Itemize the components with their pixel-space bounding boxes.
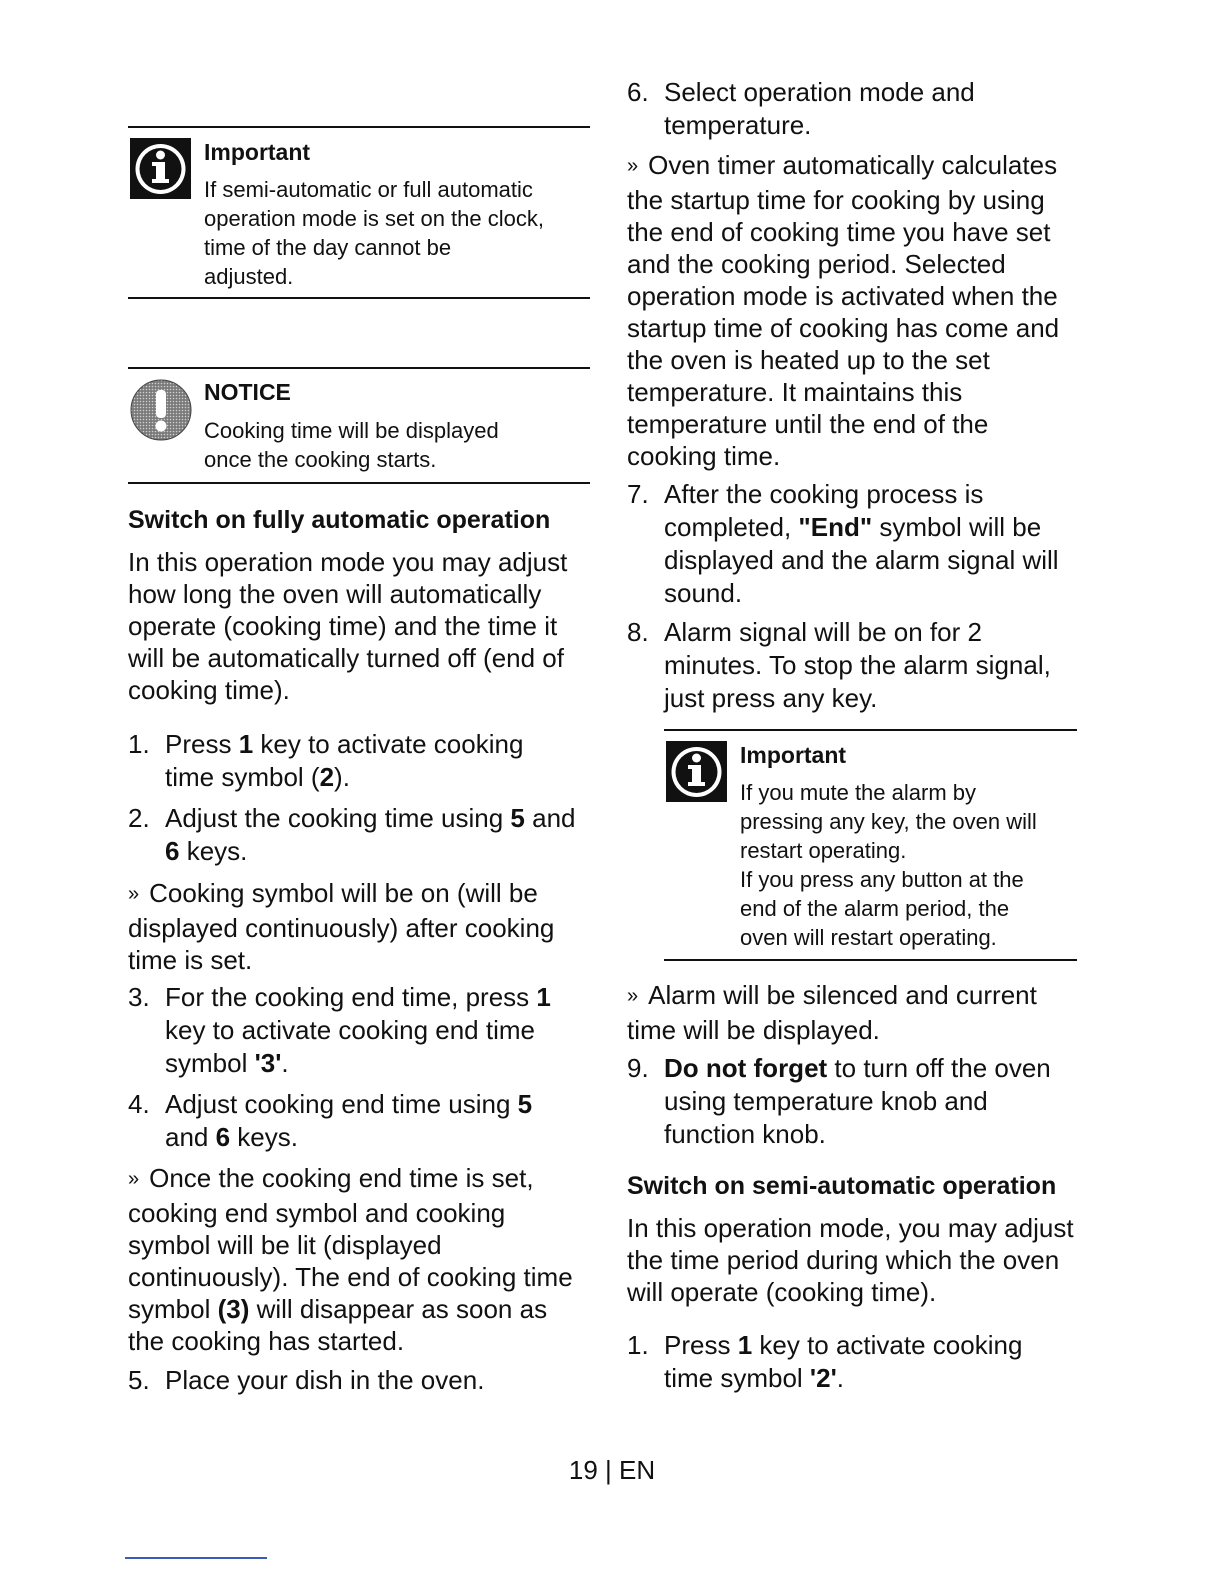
- section-heading-semi-automatic: Switch on semi-automatic operation: [627, 1172, 1057, 1200]
- result-alarm-silenced: » Alarm will be silenced and current time will be displayed.: [627, 980, 1037, 1045]
- semi-intro-paragraph: In this operation mode, you may adjust the time period during which the oven will operate (cooking time).: [627, 1213, 1074, 1307]
- result-timer-calculates: » Oven timer automatically calculates the startup time for cooking by using the end of cooking time you have set and the cooking period. Selected operation mode is activated when the startup time of cooking has come and the oven is heated up to the set temperature. It maintains this temperature until the end of the cooking time.: [627, 150, 1060, 471]
- important-title: Important: [204, 139, 311, 165]
- notice-box: [128, 367, 590, 484]
- result-cooking-symbol: » Cooking symbol will be on (will be displayed continuously) after cooking time is set.: [128, 878, 555, 975]
- footer-divider: [125, 1557, 267, 1559]
- section-heading-fully-automatic: Switch on fully automatic operation: [128, 506, 551, 534]
- important-box: [128, 126, 590, 299]
- page-number: 19 | EN: [568, 1455, 656, 1485]
- notice-title: NOTICE: [204, 379, 291, 405]
- exclamation-icon: [130, 379, 192, 446]
- important-box-alarm: [664, 729, 1077, 961]
- info-icon: [130, 138, 191, 204]
- important-text: If you mute the alarm by pressing any key, the oven will restart operating. If you press any button at the end of the alarm period, the oven will restart operating.: [740, 780, 1037, 950]
- result-end-time: » Once the cooking end time is set, cooking end symbol and cooking symbol will be lit (displayed continuously). The end of cooking time symbol (3) will disappear as soon as the cooking has started.: [128, 1163, 573, 1356]
- intro-paragraph: In this operation mode you may adjust how long the oven will automatically operate (cooking time) and the time it will be automatically turned off (end of cooking time).: [128, 547, 568, 705]
- important-text: If semi-automatic or full automatic operation mode is set on the clock, time of the day cannot be adjusted.: [204, 177, 544, 289]
- important-title: Important: [740, 742, 847, 768]
- notice-text: Cooking time will be displayed once the cooking starts.: [204, 418, 499, 472]
- info-icon: [666, 741, 727, 807]
